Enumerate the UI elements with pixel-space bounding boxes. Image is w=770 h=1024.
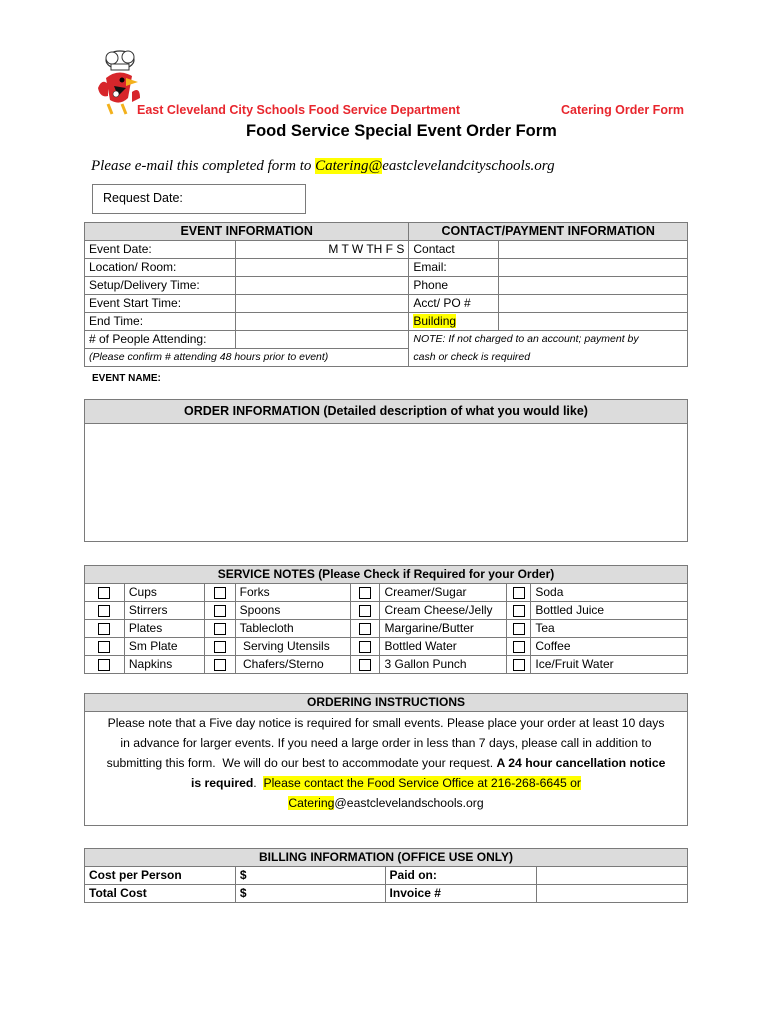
catering-email-domain[interactable]: @eastclevelandschools.org [334, 796, 484, 810]
end-time-field[interactable] [235, 313, 409, 331]
attending-label: # of People Attending: [85, 331, 236, 349]
spoons-cell [204, 602, 235, 620]
ice-water-checkbox[interactable] [513, 659, 525, 671]
total-cost-field[interactable]: $ [235, 885, 385, 903]
creamer-cell [350, 584, 380, 602]
chafers-label: Chafers/Sterno [235, 656, 350, 674]
coffee-cell [507, 638, 531, 656]
attending-field[interactable] [235, 331, 409, 349]
department-name: East Cleveland City Schools Food Service Department [137, 103, 461, 117]
contact-office-text: Please contact the Food Service Office at 216-268-6645 or [263, 776, 581, 790]
serving-utensils-cell [204, 638, 235, 656]
order-info-box [84, 399, 688, 542]
forks-checkbox[interactable] [214, 587, 226, 599]
bottled-juice-checkbox[interactable] [513, 605, 525, 617]
sm-plate-label: Sm Plate [124, 638, 204, 656]
punch-cell [350, 656, 380, 674]
paid-on-label: Paid on: [385, 867, 537, 885]
sm-plate-cell [85, 638, 125, 656]
event-contact-table [84, 222, 688, 367]
creamer-label: Creamer/Sugar [380, 584, 507, 602]
plates-cell [85, 620, 125, 638]
cost-per-person-field[interactable]: $ [235, 867, 385, 885]
payment-note-2: cash or check is required [409, 349, 688, 367]
soda-cell [507, 584, 531, 602]
setup-time-field[interactable] [235, 277, 409, 295]
tablecloth-checkbox[interactable] [214, 623, 226, 635]
coffee-label: Coffee [531, 638, 688, 656]
coffee-checkbox[interactable] [513, 641, 525, 653]
instructions-line-3 [85, 753, 687, 773]
event-date-field[interactable] [235, 241, 409, 259]
catering-email-highlight[interactable]: Catering [288, 796, 335, 810]
cost-per-person-label: Cost per Person [85, 867, 236, 885]
bottled-water-cell [350, 638, 380, 656]
location-field[interactable] [235, 259, 409, 277]
paid-on-field[interactable] [537, 867, 688, 885]
creamer-checkbox[interactable] [359, 587, 371, 599]
page-title: Food Service Special Event Order Form [246, 122, 557, 140]
chafers-cell [204, 656, 235, 674]
service-notes-table [84, 565, 688, 674]
acct-po-label: Acct/ PO # [409, 295, 499, 313]
instructions-sep: . [253, 776, 264, 790]
building-label: Building [413, 314, 457, 328]
stirrers-checkbox[interactable] [98, 605, 110, 617]
event-name-label: EVENT NAME: [92, 373, 161, 384]
payment-note-1: NOTE: If not charged to an account; payment by [409, 331, 688, 349]
instructions-line-3a: submitting this form. We will do our best to accommodate your request. [106, 756, 497, 770]
stirrers-label: Stirrers [124, 602, 204, 620]
stirrers-cell [85, 602, 125, 620]
napkins-checkbox[interactable] [98, 659, 110, 671]
start-time-label: Event Start Time: [85, 295, 236, 313]
ice-water-label: Ice/Fruit Water [531, 656, 688, 674]
total-cost-label: Total Cost [85, 885, 236, 903]
building-label-cell [409, 313, 499, 331]
ordering-instructions-box [84, 693, 688, 826]
invoice-label: Invoice # [385, 885, 537, 903]
margarine-label: Margarine/Butter [380, 620, 507, 638]
phone-field[interactable] [499, 277, 688, 295]
tea-cell [507, 620, 531, 638]
is-required-text: is required [190, 776, 254, 790]
cups-checkbox[interactable] [98, 587, 110, 599]
margarine-cell [350, 620, 380, 638]
instructions-line-5 [85, 793, 687, 813]
form-type-label: Catering Order Form [561, 103, 684, 117]
billing-table [84, 848, 688, 903]
bottled-juice-label: Bottled Juice [531, 602, 688, 620]
punch-checkbox[interactable] [359, 659, 371, 671]
setup-time-label: Setup/Delivery Time: [85, 277, 236, 295]
ice-water-cell [507, 656, 531, 674]
tea-label: Tea [531, 620, 688, 638]
start-time-field[interactable] [235, 295, 409, 313]
contact-field[interactable] [499, 241, 688, 259]
email-domain: eastclevelandcityschools.org [382, 158, 555, 174]
event-info-heading: EVENT INFORMATION [85, 223, 409, 241]
bottled-water-checkbox[interactable] [359, 641, 371, 653]
cream-cheese-cell [350, 602, 380, 620]
request-date-box[interactable] [92, 184, 306, 214]
tea-checkbox[interactable] [513, 623, 525, 635]
contact-info-heading: CONTACT/PAYMENT INFORMATION [409, 223, 688, 241]
cups-cell [85, 584, 125, 602]
soda-checkbox[interactable] [513, 587, 525, 599]
instructions-body [85, 712, 687, 813]
serving-utensils-checkbox[interactable] [214, 641, 226, 653]
contact-label: Contact [409, 241, 499, 259]
email-label: Email: [409, 259, 499, 277]
billing-heading: BILLING INFORMATION (OFFICE USE ONLY) [85, 849, 688, 867]
phone-label: Phone [409, 277, 499, 295]
email-highlight: Catering@ [315, 158, 383, 174]
plates-label: Plates [124, 620, 204, 638]
chafers-checkbox[interactable] [214, 659, 226, 671]
bottled-water-label: Bottled Water [380, 638, 507, 656]
building-field[interactable] [499, 313, 688, 331]
tablecloth-cell [204, 620, 235, 638]
instructions-line-2: in advance for larger events. If you need a large order in less than 7 days, please call in addition to [120, 736, 652, 750]
email-field[interactable] [499, 259, 688, 277]
napkins-cell [85, 656, 125, 674]
instructions-line-4 [85, 773, 687, 793]
forks-cell [204, 584, 235, 602]
serving-utensils-label: Serving Utensils [235, 638, 350, 656]
end-time-label: End Time: [85, 313, 236, 331]
plates-checkbox[interactable] [98, 623, 110, 635]
cream-cheese-label: Cream Cheese/Jelly [380, 602, 507, 620]
attending-note: (Please confirm # attending 48 hours prior to event) [85, 349, 409, 367]
weekday-options[interactable]: M T W TH F S [328, 242, 405, 256]
tablecloth-label: Tablecloth [235, 620, 350, 638]
margarine-checkbox[interactable] [359, 623, 371, 635]
spoons-checkbox[interactable] [214, 605, 226, 617]
email-instruction [91, 158, 555, 175]
soda-label: Soda [531, 584, 688, 602]
sm-plate-checkbox[interactable] [98, 641, 110, 653]
order-info-heading: ORDER INFORMATION (Detailed description of what you would like) [85, 400, 687, 424]
instructions-line-1: Please note that a Five day notice is required for small events. Please place your order at least 10 days [107, 716, 665, 730]
request-date-label: Request Date: [103, 191, 183, 205]
location-label: Location/ Room: [85, 259, 236, 277]
acct-po-field[interactable] [499, 295, 688, 313]
cups-label: Cups [124, 584, 204, 602]
email-prefix: Please e-mail this completed form to [91, 158, 316, 174]
cream-cheese-checkbox[interactable] [359, 605, 371, 617]
event-date-label: Event Date: [85, 241, 236, 259]
napkins-label: Napkins [124, 656, 204, 674]
cancellation-notice: A 24 hour cancellation notice [496, 756, 666, 770]
invoice-field[interactable] [537, 885, 688, 903]
bottled-juice-cell [507, 602, 531, 620]
spoons-label: Spoons [235, 602, 350, 620]
service-notes-heading: SERVICE NOTES (Please Check if Required for your Order) [85, 566, 688, 584]
forks-label: Forks [235, 584, 350, 602]
punch-label: 3 Gallon Punch [380, 656, 507, 674]
instructions-heading: ORDERING INSTRUCTIONS [85, 694, 687, 712]
order-description-field[interactable] [85, 424, 687, 542]
